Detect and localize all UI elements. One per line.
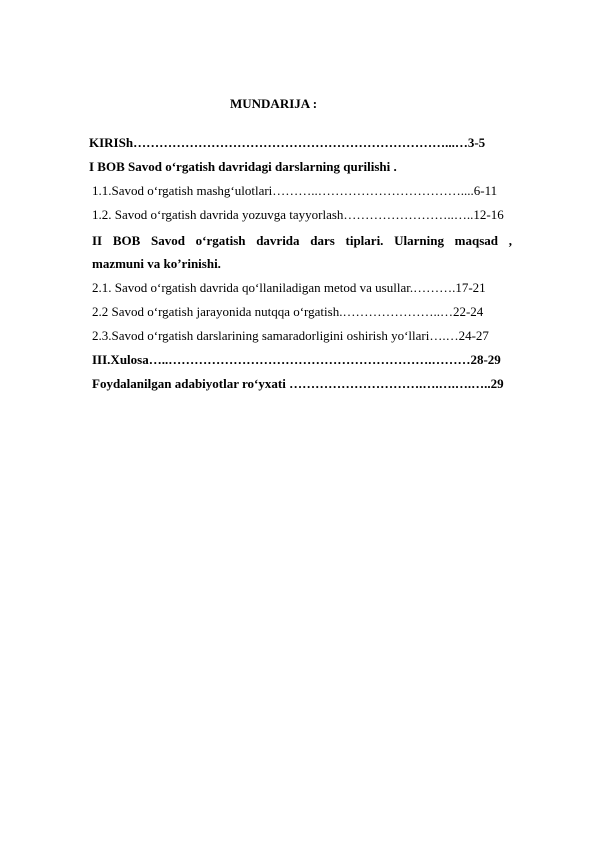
toc-entry-chapter-2-continued: mazmuni va ko’rinishi. <box>92 256 221 271</box>
toc-entry-chapter-2: II BOB Savod o‘rgatish davrida dars tiplari. Ularning maqsad , <box>92 233 512 248</box>
toc-entry-1-1: 1.1.Savod o‘rgatish mashg‘ulotlari………..……………………………....6-11 <box>92 183 498 198</box>
toc-entry-2-1: 2.1. Savod o‘rgatish davrida qo‘llaniladigan metod va usullar.……….17-21 <box>92 280 486 295</box>
toc-entry-2-3: 2.3.Savod o‘rgatish darslarining samaradorligini oshirish yo‘llari….…24-27 <box>92 328 489 343</box>
toc-entry-2-2: 2.2 Savod o‘rgatish jarayonida nutqqa o‘rgatish.…………………..…22-24 <box>92 304 484 319</box>
toc-entry-kirish: KIRISh………………………………………………………………...…3-5 <box>89 135 486 150</box>
toc-entry-conclusion: III.Xulosa…..…………………………………………………….………28-29 <box>92 352 501 367</box>
page-title: MUNDARIJA : <box>230 96 318 111</box>
toc-entry-chapter-1: I BOB Savod o‘rgatish davridagi darslarning qurilishi . <box>89 159 397 174</box>
toc-entry-1-2: 1.2. Savod o‘rgatish davrida yozuvga tayyorlash……………………..…..12-16 <box>92 207 504 222</box>
toc-entry-bibliography: Foydalanilgan adabiyotlar ro‘yxati ………………………….….….….…..29 <box>92 376 504 391</box>
